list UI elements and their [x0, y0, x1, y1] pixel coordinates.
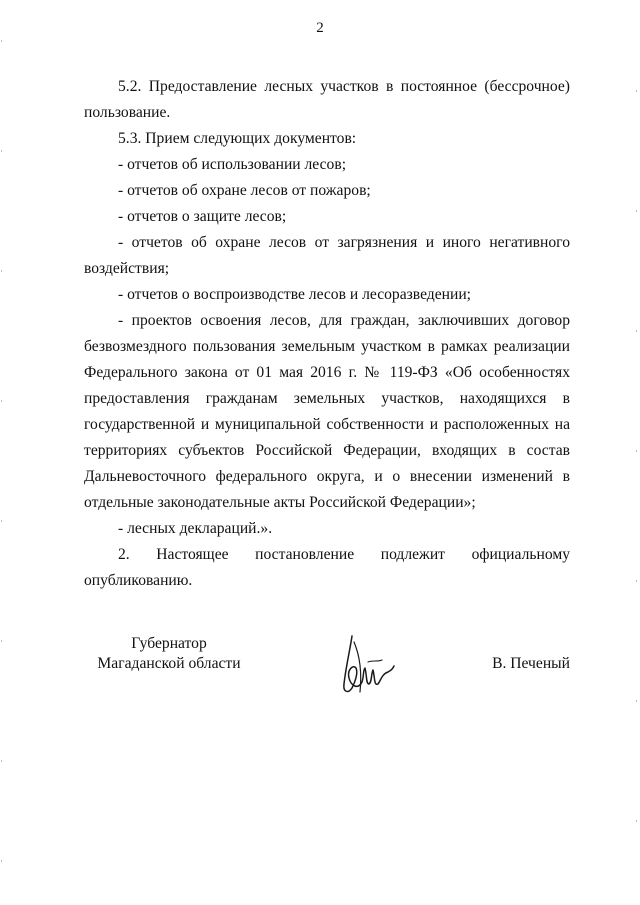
list-item: - отчетов об охране лесов от загрязнения и иного негативного воздействия;	[84, 234, 570, 277]
paragraph-5-2: 5.2. Предоставление лесных участков в постоянное (бессрочное) пользование.	[84, 78, 570, 121]
signer-position-line1: Губернатор	[131, 635, 207, 652]
signer-name: В. Печеный	[492, 655, 570, 672]
paragraph-2-publication: 2. Настоящее постановление подлежит официальному опубликованию.	[84, 546, 570, 589]
list-item: - лесных деклараций.».	[118, 520, 273, 537]
handwritten-signature	[338, 632, 398, 696]
list-item: - отчетов о защите лесов;	[118, 208, 287, 225]
list-item: - отчетов о воспроизводстве лесов и лесоразведении;	[118, 286, 472, 303]
scan-edge-dots-right	[636, 0, 638, 905]
scan-edge-dots-left	[1, 0, 3, 905]
list-item: - отчетов об использовании лесов;	[118, 156, 347, 173]
page-number: 2	[316, 20, 324, 36]
paragraph-5-3: 5.3. Прием следующих документов:	[118, 130, 357, 147]
signer-position	[84, 634, 254, 674]
list-item: - проектов освоения лесов, для граждан, заключивших договор безвозмездного пользования земельным участком в рамках реализации Федерального закона от 01 мая 2016 г. № 119-ФЗ «Об особенностях предоставления гражданам земельных участков, находящихся в государственной и муниципальной собственности и расположенных на территориях субъектов Российской Федерации, входящих в состав Дальневосточного федерального округа, и о внесении изменений в отдельные законодательные акты Российской Федерации»;	[84, 312, 570, 511]
signer-position-line2: Магаданской области	[97, 655, 241, 672]
list-item: - отчетов об охране лесов от пожаров;	[118, 182, 371, 199]
